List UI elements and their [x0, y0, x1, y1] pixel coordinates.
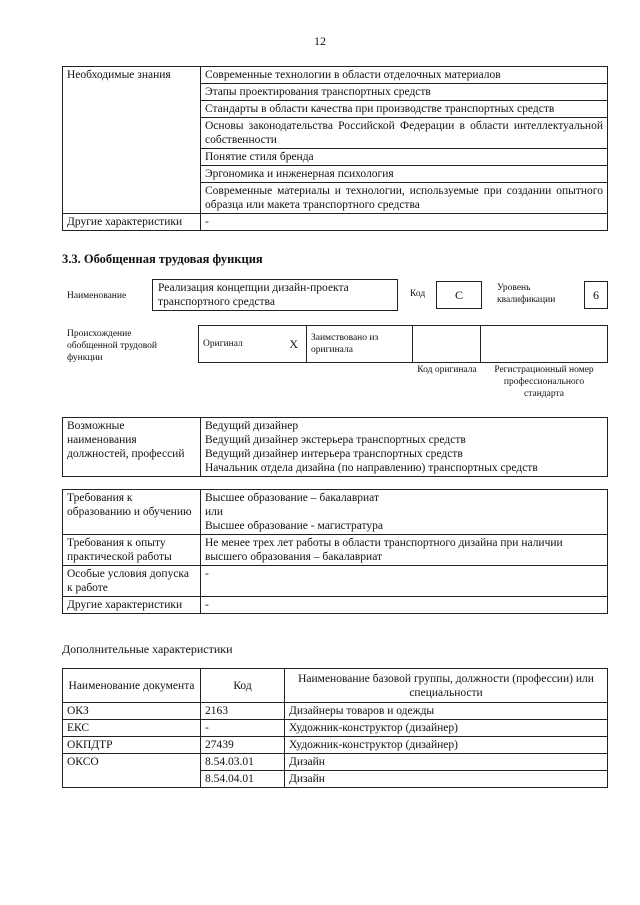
- additional-table: [62, 668, 608, 788]
- table-row: [63, 754, 608, 771]
- cell-code: 8.54.03.01: [201, 754, 285, 771]
- code-value: С: [436, 281, 482, 309]
- function-name: Реализация концепции дизайн-проекта транспортного средства: [152, 279, 398, 311]
- requirements-table: [62, 489, 608, 614]
- position-item: Начальник отдела дизайна (по направлению) транспортных средств: [205, 462, 538, 474]
- positions-label: Возможные наименования должностей, профессий: [63, 418, 201, 477]
- other-value: -: [201, 597, 608, 614]
- other-characteristics-value: -: [201, 214, 608, 231]
- cell-doc: ОКПДТР: [63, 737, 201, 754]
- cell-code: -: [201, 720, 285, 737]
- special-conditions-label: Особые условия допуска к работе: [63, 566, 201, 597]
- knowledge-item: Эргономика и инженерная психология: [201, 166, 608, 183]
- experience-value: Не менее трех лет работы в области транспортного дизайна при наличии высшего образования – бакалавриат: [201, 535, 608, 566]
- position-item: Ведущий дизайнер экстерьера транспортных средств: [205, 434, 466, 446]
- header-code: Код: [201, 669, 285, 703]
- cell-code: 8.54.04.01: [201, 771, 285, 788]
- cell-doc: ЕКС: [63, 720, 201, 737]
- table-row: [63, 703, 608, 720]
- cell-doc: ОКЗ: [63, 703, 201, 720]
- knowledge-item: Современные материалы и технологии, используемые при создании опытного образца или макета транспортного средства: [201, 183, 608, 214]
- other-characteristics-label: Другие характеристики: [63, 214, 201, 231]
- positions-table: [62, 417, 608, 477]
- knowledge-label: Необходимые знания: [63, 67, 201, 214]
- original-checkmark: Х: [289, 337, 298, 351]
- registration-number-label: Регистрационный номер профессионального стандарта: [494, 365, 594, 399]
- knowledge-table: [62, 66, 608, 231]
- code-label: Код: [410, 289, 426, 299]
- cell-name: Дизайнеры товаров и одежды: [285, 703, 608, 720]
- header-name: Наименование базовой группы, должности (профессии) или специальности: [285, 669, 608, 703]
- education-value: Высшее образование – бакалавриат или Высшее образование - магистратура: [201, 490, 608, 535]
- cell-name: Художник-конструктор (дизайнер): [285, 737, 608, 754]
- knowledge-item: Основы законодательства Российской Федерации в области интеллектуальной собственности: [201, 118, 608, 149]
- borrowed-label: Заимствовано из оригинала: [307, 326, 413, 363]
- header-document: Наименование документа: [63, 669, 201, 703]
- cell-code: 27439: [201, 737, 285, 754]
- name-label: Наименование: [67, 291, 127, 301]
- knowledge-item: Стандарты в области качества при производстве транспортных средств: [201, 101, 608, 118]
- cell-doc: ОКСО: [63, 754, 201, 788]
- origin-label: Происхождение обобщенной трудовой функции: [67, 329, 157, 363]
- education-label: Требования к образованию и обучению: [63, 490, 201, 535]
- other-label: Другие характеристики: [63, 597, 201, 614]
- cell-name: Художник-конструктор (дизайнер): [285, 720, 608, 737]
- code-original-label: Код оригинала: [417, 365, 477, 375]
- cell-name: Дизайн: [285, 771, 608, 788]
- additional-title: Дополнительные характеристики: [62, 642, 233, 656]
- cell-name: Дизайн: [285, 754, 608, 771]
- position-item: Ведущий дизайнер: [205, 420, 299, 432]
- page-number: 12: [314, 34, 326, 48]
- cell-code: 2163: [201, 703, 285, 720]
- section-title: 3.3. Обобщенная трудовая функция: [62, 252, 263, 266]
- table-row: [63, 737, 608, 754]
- origin-table: [198, 325, 608, 363]
- knowledge-item: Этапы проектирования транспортных средств: [201, 84, 608, 101]
- table-row: [63, 720, 608, 737]
- original-label: Оригинал: [203, 339, 243, 349]
- knowledge-item: Современные технологии в области отделочных материалов: [201, 67, 608, 84]
- position-item: Ведущий дизайнер интерьера транспортных средств: [205, 448, 463, 460]
- experience-label: Требования к опыту практической работы: [63, 535, 201, 566]
- knowledge-item: Понятие стиля бренда: [201, 149, 608, 166]
- special-conditions-value: -: [201, 566, 608, 597]
- level-label: Уровень квалификации: [497, 283, 556, 305]
- level-value: 6: [584, 281, 608, 309]
